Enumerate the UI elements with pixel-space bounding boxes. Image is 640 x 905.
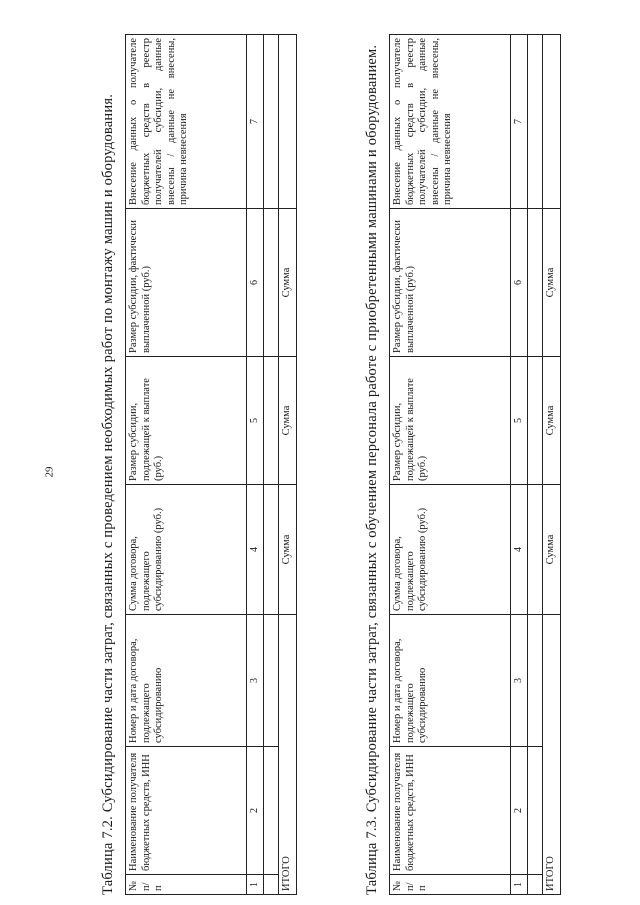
table-row	[264, 35, 279, 895]
total-sum-due: Сумма	[279, 357, 297, 485]
column-number: 6	[247, 209, 264, 357]
column-number: 1	[511, 875, 528, 895]
header-cell-contract-sum: Сумма договора, подлежащего субсидированию (руб.)	[126, 485, 247, 615]
header-cell-subsidy-paid: Размер субсидии, фактически выплаченной (руб.)	[126, 209, 247, 357]
total-row	[543, 35, 561, 895]
table-7-3	[389, 34, 561, 895]
total-sum-paid: Сумма	[543, 209, 561, 357]
header-cell-recipient: Наименование получателя бюджетных средств, ИНН	[390, 747, 511, 875]
total-sum-paid: Сумма	[279, 209, 297, 357]
table-7-3-block	[364, 35, 561, 895]
total-label: ИТОГО	[543, 615, 561, 895]
column-number: 3	[247, 615, 264, 747]
total-row	[279, 35, 297, 895]
header-cell-contract: Номер и дата договора, подлежащего субсидированию	[390, 615, 511, 747]
column-number: 6	[511, 209, 528, 357]
column-number: 3	[511, 615, 528, 747]
header-cell-recipient: Наименование получателя бюджетных средств, ИНН	[126, 747, 247, 875]
column-number: 4	[247, 485, 264, 615]
header-cell-contract: Номер и дата договора, подлежащего субсидированию	[126, 615, 247, 747]
table-7-2	[125, 34, 297, 895]
column-number: 2	[247, 747, 264, 875]
table-header-row	[390, 35, 511, 895]
column-number: 7	[247, 35, 264, 209]
table-row	[528, 35, 543, 895]
total-sum-due: Сумма	[543, 357, 561, 485]
header-cell-registry: Внесение данных о получателе бюджетных средств в реестр получателей субсидии, данные внесены / данные не внесены, причина невнесения	[390, 35, 511, 209]
column-number-row	[511, 35, 528, 895]
table-7-3-caption: Таблица 7.3. Субсидирование части затрат, связанных с обучением персонала работе с приобретенными машинами и оборудованием.	[364, 44, 380, 895]
header-cell-number: № п/п	[390, 875, 511, 895]
column-number: 5	[511, 357, 528, 485]
column-number: 1	[247, 875, 264, 895]
table-header-row	[126, 35, 247, 895]
header-cell-subsidy-due: Размер субсидии, подлежащей к выплате (руб.)	[390, 357, 511, 485]
header-cell-subsidy-paid: Размер субсидии, фактически выплаченной (руб.)	[390, 209, 511, 357]
page-number: 29	[43, 466, 56, 478]
header-cell-registry: Внесение данных о получателе бюджетных средств в реестр получателей субсидии, данные внесены / данные не внесены, причина невнесения	[126, 35, 247, 209]
total-label: ИТОГО	[279, 615, 297, 895]
header-cell-subsidy-due: Размер субсидии, подлежащей к выплате (руб.)	[126, 357, 247, 485]
total-sum-contract: Сумма	[279, 485, 297, 615]
column-number: 4	[511, 485, 528, 615]
column-number: 7	[511, 35, 528, 209]
total-sum-contract: Сумма	[543, 485, 561, 615]
column-number: 5	[247, 357, 264, 485]
column-number: 2	[511, 747, 528, 875]
table-7-2-block	[100, 35, 297, 895]
header-cell-number: № п/п	[126, 875, 247, 895]
header-cell-contract-sum: Сумма договора, подлежащего субсидированию (руб.)	[390, 485, 511, 615]
column-number-row	[247, 35, 264, 895]
table-7-2-caption: Таблица 7.2. Субсидирование части затрат, связанных с проведением необходимых работ по монтажу машин и оборудования.	[100, 93, 116, 895]
